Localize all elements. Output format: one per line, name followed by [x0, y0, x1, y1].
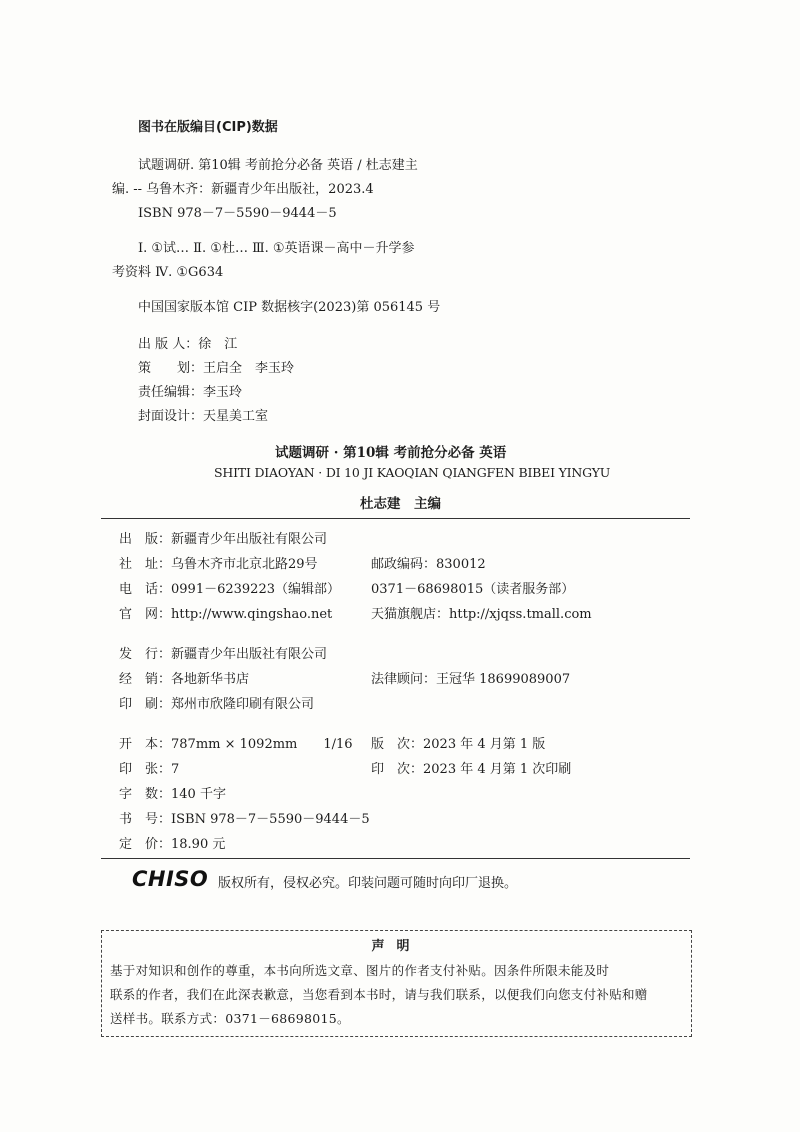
notice-line-2: 联系的作者，我们在此深表歉意，当您看到本书时，请与我们联系，以便我们向您支付补贴和赠: [110, 987, 648, 1002]
chiso-logo: CHISO: [132, 867, 209, 891]
book-title: 试题调研 · 第10辑 考前抢分必备 英语: [275, 445, 507, 461]
info-isbn: 书 号：ISBN 978－7－5590－9444－5: [119, 812, 370, 827]
info-sheets: 印 张：7: [119, 762, 180, 777]
info-address: 社 址：乌鲁木齐市北京北路29号: [119, 557, 318, 572]
staff-cover-design: 封面设计：天星美工室: [138, 409, 269, 424]
info-tmall: 天猫旗舰店：http://xjqss.tmall.com: [371, 607, 592, 622]
divider-bottom: [101, 858, 690, 859]
info-distributor: 发 行：新疆青少年出版社有限公司: [119, 647, 328, 662]
copyright-statement: 版权所有，侵权必究。印装问题可随时向印厂退换。: [218, 876, 518, 891]
staff-editor: 责任编辑：李玉玲: [138, 385, 243, 400]
book-title-pinyin: SHITI DIAOYAN · DI 10 JI KAOQIAN QIANGFEN BIBEI YINGYU: [214, 465, 611, 480]
notice-title: 声明: [371, 939, 422, 954]
divider-top: [101, 518, 690, 519]
staff-planning: 策 划：王启全 李玉玲: [138, 361, 295, 376]
info-print-run: 印 次：2023 年 4 月第 1 次印刷: [371, 762, 572, 777]
info-word-count: 字 数：140 千字: [119, 787, 226, 802]
cip-class-1: Ⅰ. ①试… Ⅱ. ①杜… Ⅲ. ①英语课－高中－升学参: [138, 241, 415, 256]
cip-record-number: 中国国家版本馆 CIP 数据核字(2023)第 056145 号: [138, 300, 441, 315]
notice-line-1: 基于对知识和创作的尊重，本书向所选文章、图片的作者支付补贴。因条件所限未能及时: [110, 963, 610, 978]
info-seller: 经 销：各地新华书店: [119, 672, 250, 687]
info-service-phone: 0371－68698015（读者服务部）: [371, 582, 575, 597]
info-price: 定 价：18.90 元: [119, 837, 226, 852]
cip-class-2: 考资料 Ⅳ. ①G634: [112, 265, 224, 280]
info-edition: 版 次：2023 年 4 月第 1 版: [371, 737, 546, 752]
info-website: 官 网：http://www.qingshao.net: [119, 607, 333, 622]
cip-heading: 图书在版编目(CIP)数据: [138, 120, 278, 135]
info-publisher: 出 版：新疆青少年出版社有限公司: [119, 532, 328, 547]
cip-isbn: ISBN 978－7－5590－9444－5: [138, 206, 337, 221]
cip-line-2: 编. -- 乌鲁木齐：新疆青少年出版社，2023.4: [112, 182, 374, 197]
info-legal-advisor: 法律顾问：王冠华 18699089007: [371, 672, 571, 687]
cip-line-1: 试题调研. 第10辑 考前抢分必备 英语 / 杜志建主: [138, 158, 418, 173]
info-printer: 印 刷：郑州市欣隆印刷有限公司: [119, 697, 315, 712]
book-author: 杜志建 主编: [360, 496, 441, 512]
info-phone: 电 话：0991－6239223（编辑部）: [119, 582, 340, 597]
notice-box: [101, 930, 692, 1037]
info-format: 开 本：787mm × 1092mm 1/16: [119, 737, 353, 752]
info-postcode: 邮政编码：830012: [371, 557, 486, 572]
staff-publisher-person: 出 版 人：徐 江: [138, 337, 238, 352]
notice-line-3: 送样书。联系方式：0371－68698015。: [110, 1011, 350, 1026]
